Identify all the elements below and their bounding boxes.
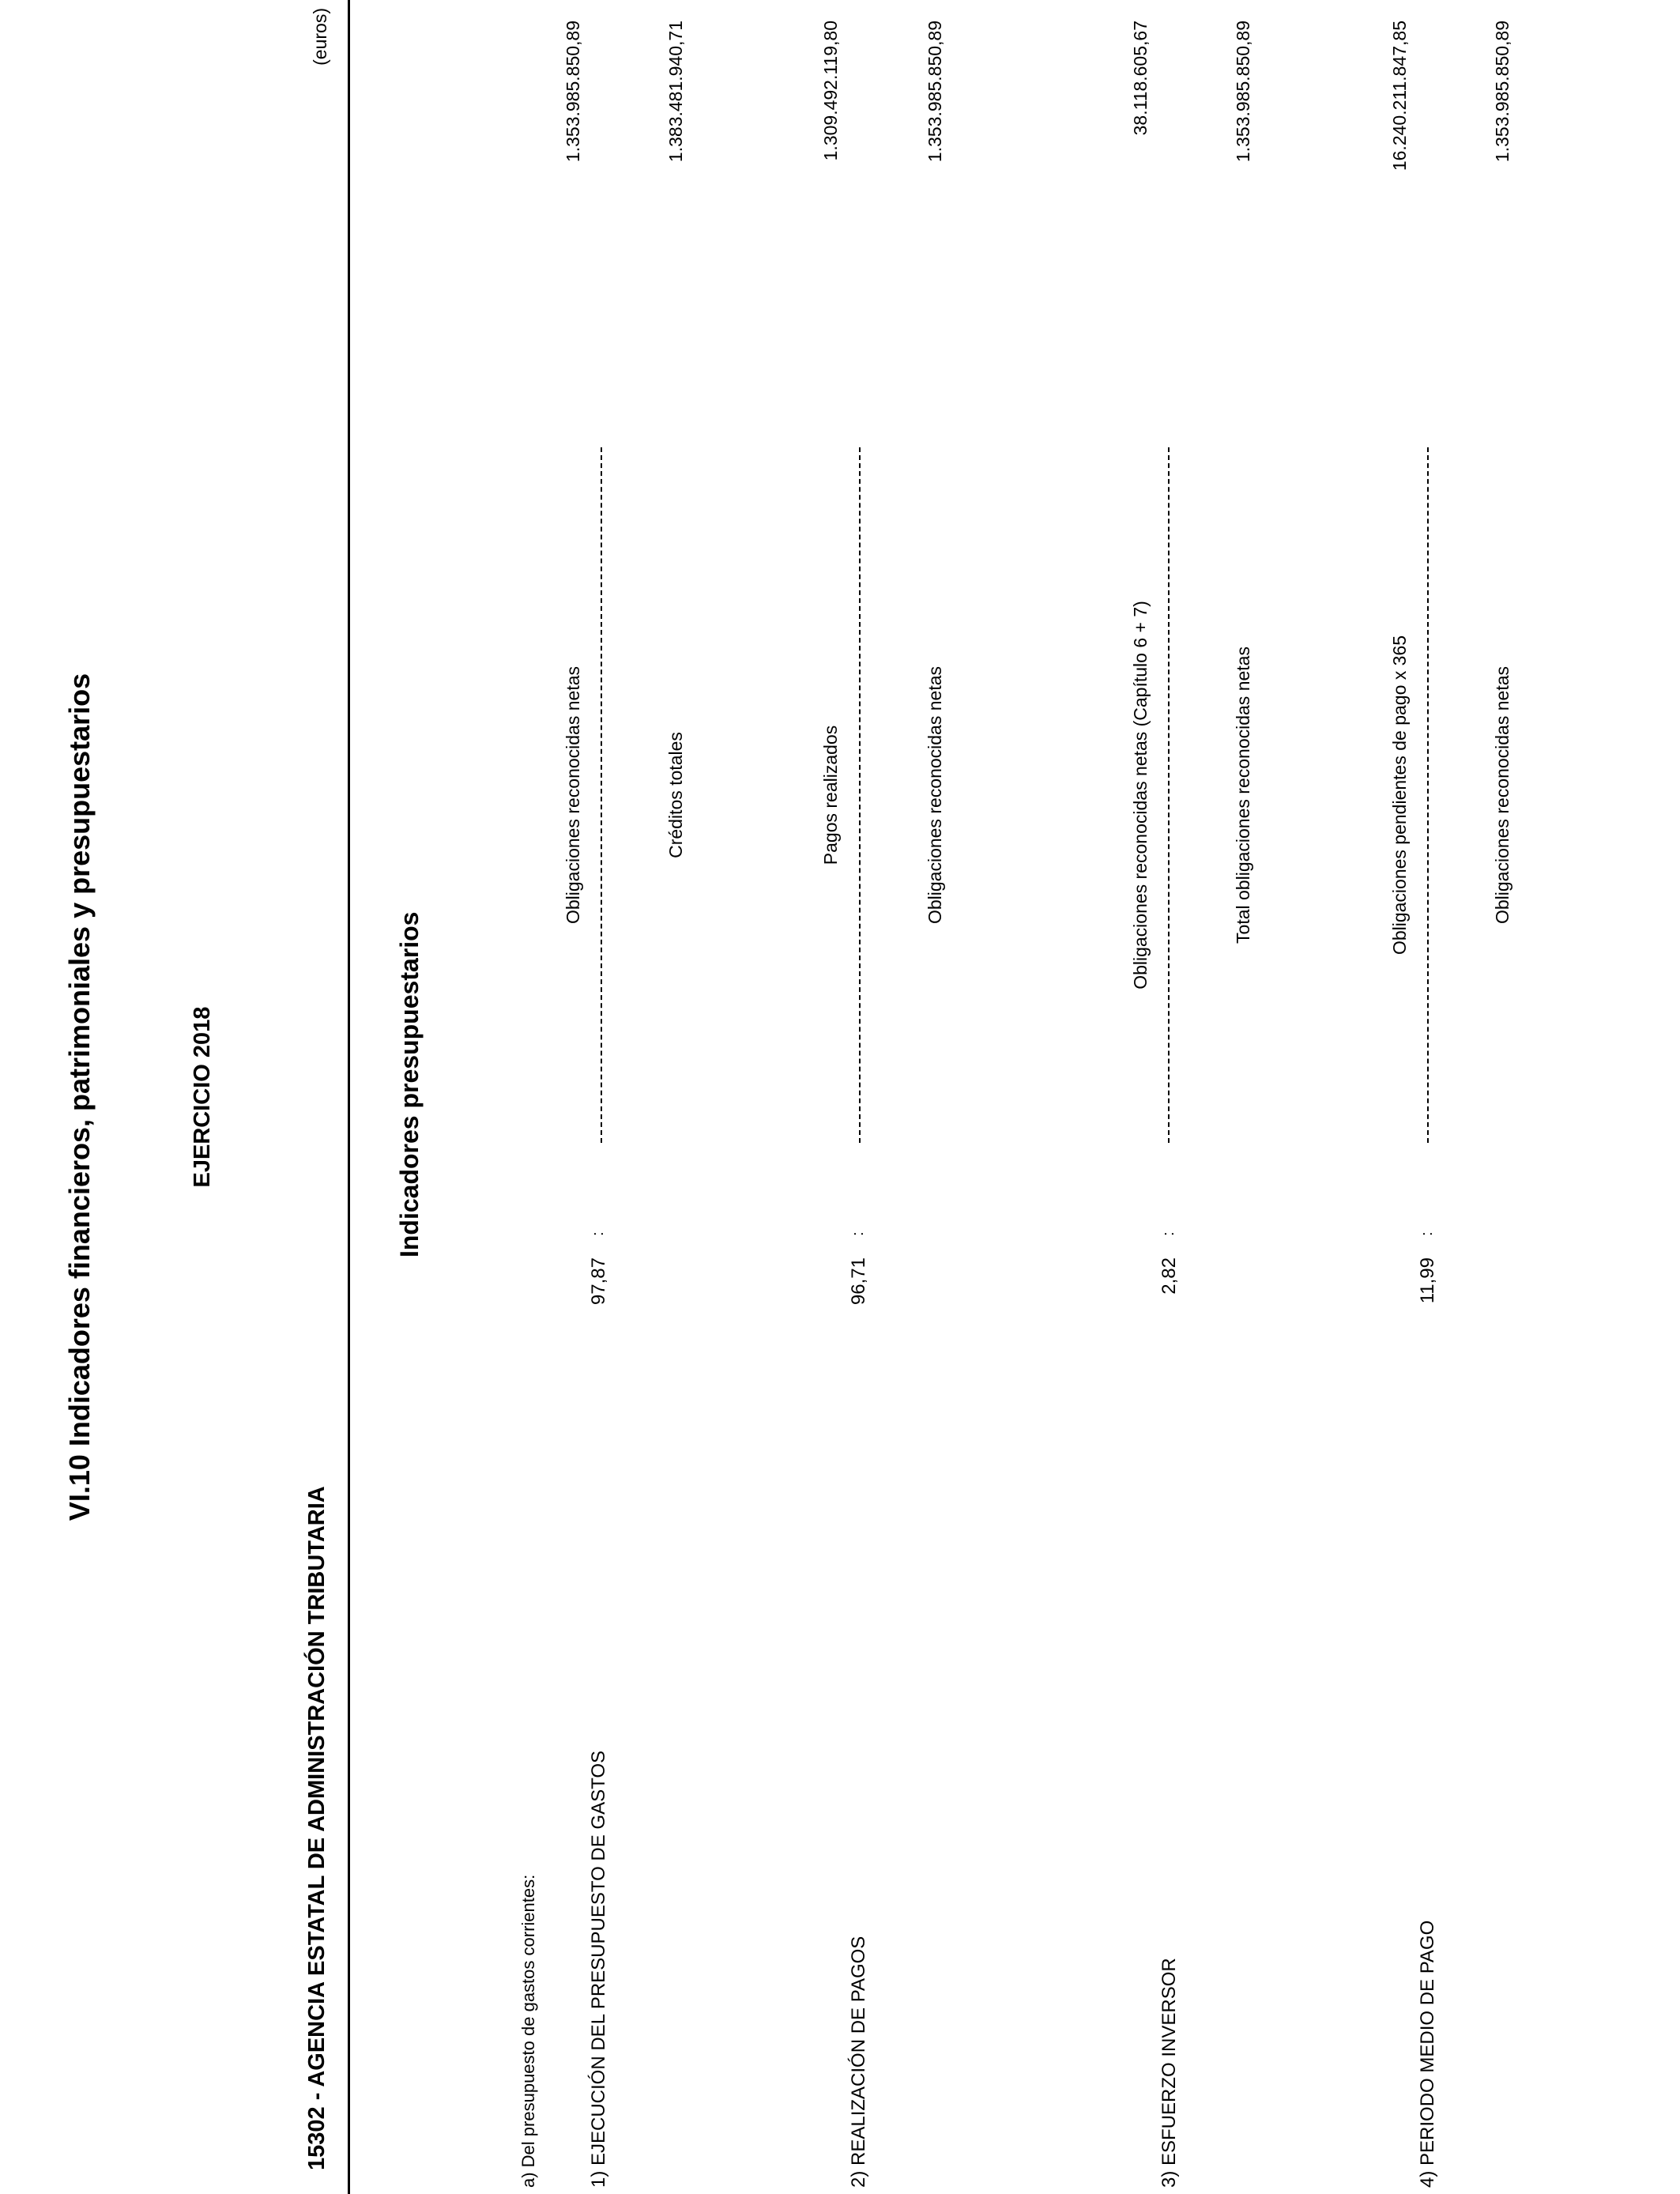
fraction-divider bbox=[859, 447, 861, 1143]
entity-name: 15302 - AGENCIA ESTATAL DE ADMINISTRACIÓN TRIBUTARIA bbox=[304, 1486, 330, 2170]
indicator-colon: : bbox=[1160, 1231, 1177, 1236]
numerator-amount: 1.309.492.119,80 bbox=[820, 21, 841, 161]
exercise-year: EJERCICIO 2018 bbox=[190, 1006, 215, 1188]
denominator-amount: 1.383.481.940,71 bbox=[665, 21, 686, 163]
indicator-label: 3) ESFUERZO INVERSOR bbox=[1158, 1958, 1180, 2188]
indicator-numerator: Obligaciones reconocidas netas bbox=[563, 665, 583, 925]
fraction-divider bbox=[1427, 447, 1429, 1143]
indicator-label: 2) REALIZACIÓN DE PAGOS bbox=[848, 1936, 869, 2188]
document-title: VI.10 Indicadores financieros, patrimoniales y presupuestarios bbox=[63, 673, 96, 1521]
indicator-numerator: Obligaciones reconocidas netas (Capítulo 6 + 7) bbox=[1130, 601, 1151, 990]
fraction-divider bbox=[601, 447, 602, 1143]
indicator-denominator: Total obligaciones reconocidas netas bbox=[1233, 647, 1253, 944]
numerator-amount: 16.240.211.847,85 bbox=[1389, 21, 1410, 172]
denominator-amount: 1.353.985.850,89 bbox=[1233, 21, 1253, 163]
indicator-label: 4) PERIODO MEDIO DE PAGO bbox=[1417, 1920, 1438, 2188]
denominator-amount: 1.353.985.850,89 bbox=[925, 21, 945, 163]
indicator-label: 1) EJECUCIÓN DEL PRESUPUESTO DE GASTOS bbox=[588, 1750, 609, 2188]
indicator-denominator: Créditos totales bbox=[665, 732, 686, 858]
indicator-numerator: Obligaciones pendientes de pago x 365 bbox=[1389, 635, 1410, 956]
indicator-colon: : bbox=[590, 1231, 607, 1236]
header-divider bbox=[348, 0, 350, 2194]
indicator-value: 2,82 bbox=[1158, 1257, 1180, 1295]
indicator-colon: : bbox=[1418, 1231, 1436, 1236]
numerator-amount: 1.353.985.850,89 bbox=[563, 21, 583, 163]
indicator-value: 11,99 bbox=[1417, 1257, 1438, 1304]
currency-units: (euros) bbox=[310, 8, 330, 66]
indicator-denominator: Obligaciones reconocidas netas bbox=[925, 665, 945, 925]
indicator-value: 96,71 bbox=[848, 1257, 869, 1306]
fraction-divider bbox=[1168, 447, 1170, 1143]
indicator-colon: : bbox=[849, 1231, 867, 1236]
section-heading: Indicadores presupuestarios bbox=[395, 911, 424, 1257]
subsection-label: a) Del presupuesto de gastos corrientes: bbox=[518, 1874, 538, 2188]
indicator-numerator: Pagos realizados bbox=[820, 725, 841, 865]
indicator-value: 97,87 bbox=[588, 1257, 609, 1306]
denominator-amount: 1.353.985.850,89 bbox=[1492, 21, 1512, 163]
numerator-amount: 38.118.605,67 bbox=[1130, 21, 1151, 136]
indicator-denominator: Obligaciones reconocidas netas bbox=[1492, 665, 1512, 925]
